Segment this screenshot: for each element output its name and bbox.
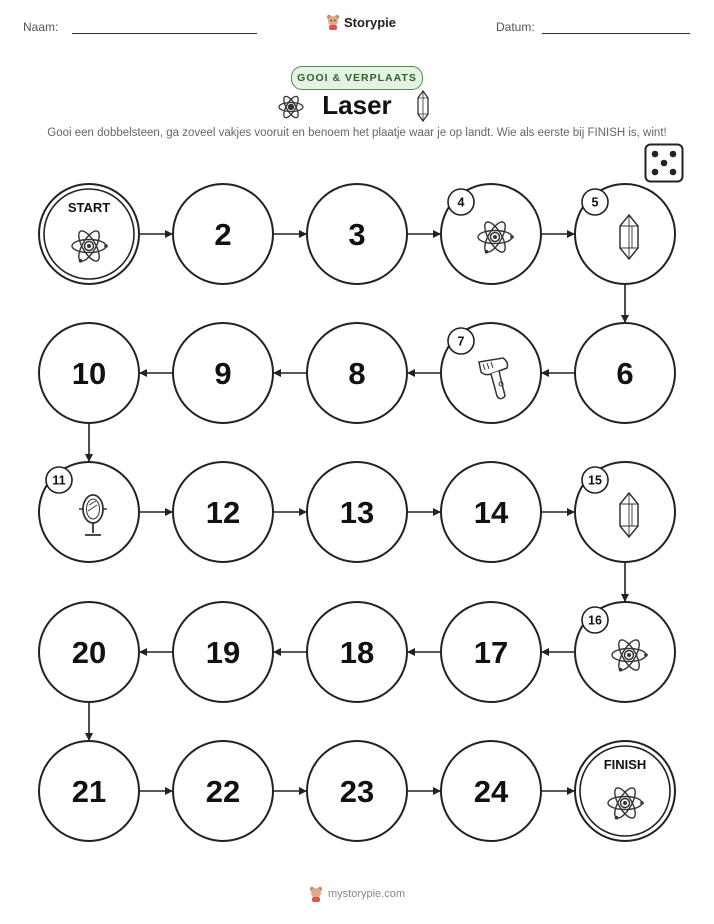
space-number: 3 xyxy=(348,217,366,252)
space-number: 2 xyxy=(214,217,232,252)
board-space-6[interactable] xyxy=(575,323,675,423)
name-label: Naam: xyxy=(23,20,59,34)
board-space-2[interactable] xyxy=(173,184,273,284)
board-space-7[interactable] xyxy=(441,323,541,423)
board-space-4[interactable] xyxy=(441,184,541,284)
board-space-18[interactable] xyxy=(307,602,407,702)
board-space-3[interactable] xyxy=(307,184,407,284)
footer xyxy=(0,886,714,902)
board-space-9[interactable] xyxy=(173,323,273,423)
board-space-5[interactable] xyxy=(575,184,675,284)
space-number-badge: 7 xyxy=(457,334,465,349)
board-space-13[interactable] xyxy=(307,462,407,562)
board-space-1[interactable] xyxy=(39,184,139,284)
board-space-16[interactable] xyxy=(575,602,675,702)
board-space-25[interactable] xyxy=(575,741,675,841)
board-space-17[interactable] xyxy=(441,602,541,702)
space-number: 17 xyxy=(473,635,509,670)
board-space-12[interactable] xyxy=(173,462,273,562)
space-number: 22 xyxy=(205,774,241,809)
space-number: 13 xyxy=(339,495,375,530)
storypie-bear-icon xyxy=(309,886,323,902)
board-space-15[interactable] xyxy=(575,462,675,562)
board-space-24[interactable] xyxy=(441,741,541,841)
board-space-8[interactable] xyxy=(307,323,407,423)
space-number: 18 xyxy=(339,635,375,670)
space-number: 9 xyxy=(214,356,232,391)
start-label: START xyxy=(67,200,111,215)
space-number: 14 xyxy=(473,495,509,530)
board-space-20[interactable] xyxy=(39,602,139,702)
board-space-23[interactable] xyxy=(307,741,407,841)
space-number: 21 xyxy=(71,774,107,809)
footer-url[interactable]: mystorypie.com xyxy=(327,888,406,900)
space-number-badge: 5 xyxy=(591,195,599,210)
crystal-icon xyxy=(620,215,638,259)
finish-label: FINISH xyxy=(603,757,647,772)
board-space-11[interactable] xyxy=(39,462,139,562)
space-number: 6 xyxy=(616,356,634,391)
board-space-14[interactable] xyxy=(441,462,541,562)
page-title: Laser xyxy=(322,90,392,120)
game-type-badge: GOOI & VERPLAATS xyxy=(291,66,423,90)
space-number: 24 xyxy=(473,774,509,809)
space-number-badge: 11 xyxy=(52,473,66,488)
space-number: 20 xyxy=(71,635,107,670)
board-space-21[interactable] xyxy=(39,741,139,841)
space-number: 23 xyxy=(339,774,375,809)
board-space-10[interactable] xyxy=(39,323,139,423)
board-space-19[interactable] xyxy=(173,602,273,702)
space-number: 10 xyxy=(71,356,107,391)
instructions: Gooi een dobbelsteen, ga zoveel vakjes vooruit en benoem het plaatje waar je op landt. Wie als eerste bij FINISH is, wint! xyxy=(47,127,667,139)
brand-name: Storypie xyxy=(344,14,397,30)
board-space-22[interactable] xyxy=(173,741,273,841)
crystal-icon xyxy=(620,493,638,537)
space-number: 19 xyxy=(205,635,241,670)
space-number-badge: 4 xyxy=(457,195,465,210)
space-number-badge: 15 xyxy=(588,473,602,488)
date-label: Datum: xyxy=(496,20,535,34)
space-number: 12 xyxy=(205,495,241,530)
space-number: 8 xyxy=(348,356,366,391)
space-number-badge: 16 xyxy=(588,613,602,628)
